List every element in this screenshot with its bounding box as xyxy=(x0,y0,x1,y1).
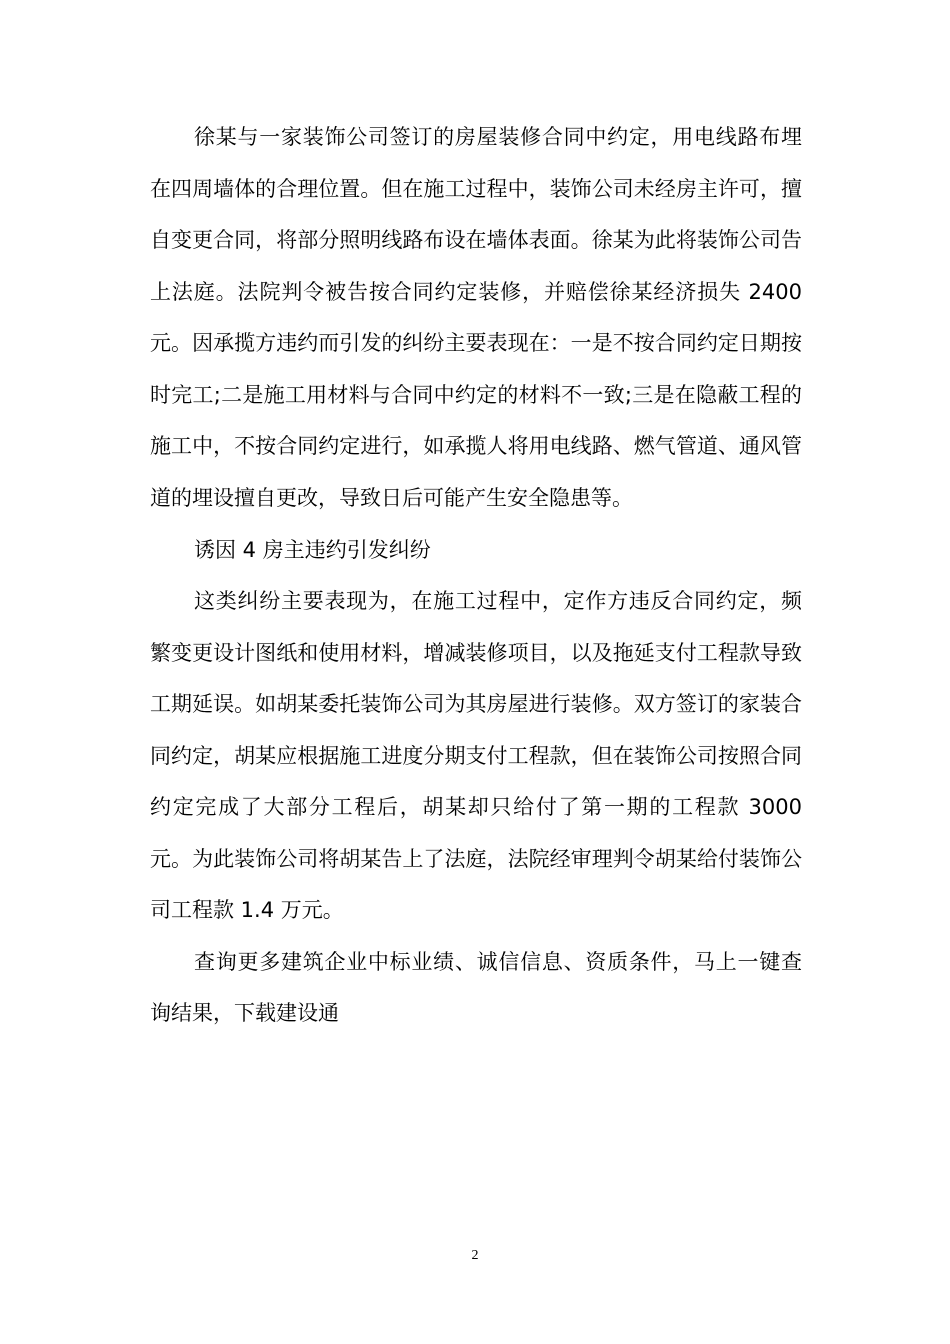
document-body xyxy=(150,112,802,1040)
paragraph-promo: 查询更多建筑企业中标业绩、诚信信息、资质条件，马上一键查询结果，下载建设通 xyxy=(150,949,802,1025)
page-number: 2 xyxy=(471,1248,479,1263)
paragraph-owner-breach: 这类纠纷主要表现为，在施工过程中，定作方违反合同约定，频繁变更设计图纸和使用材料，增减装修项目，以及拖延支付工程款导致工期延误。如胡某委托装饰公司为其房屋进行装修。双方签订的家装合同约定，胡某应根据施工进度分期支付工程款，但在装饰公司按照合同约定完成了大部分工程后，胡某却只给付了第一期的工程款 3000 元。为此装饰公司将胡某告上了法庭，法院经审理判令胡某给付装饰公司工程款 1.4 万元。 xyxy=(150,589,802,922)
paragraph-contractor-breach: 徐某与一家装饰公司签订的房屋装修合同中约定，用电线路布埋在四周墙体的合理位置。但在施工过程中，装饰公司未经房主许可，擅自变更合同，将部分照明线路布设在墙体表面。徐某为此将装饰公司告上法庭。法院判令被告按合同约定装修，并赔偿徐某经济损失 2400 元。因承揽方违约而引发的纠纷主要表现在：一是不按合同约定日期按时完工;二是施工用材料与合同中约定的材料不一致;三是在隐蔽工程的施工中，不按合同约定进行，如承揽人将用电线路、燃气管道、通风管道的埋设擅自更改，导致日后可能产生安全隐患等。 xyxy=(150,125,802,510)
section-heading-owner-breach: 诱因 4 房主违约引发纠纷 xyxy=(194,538,431,562)
